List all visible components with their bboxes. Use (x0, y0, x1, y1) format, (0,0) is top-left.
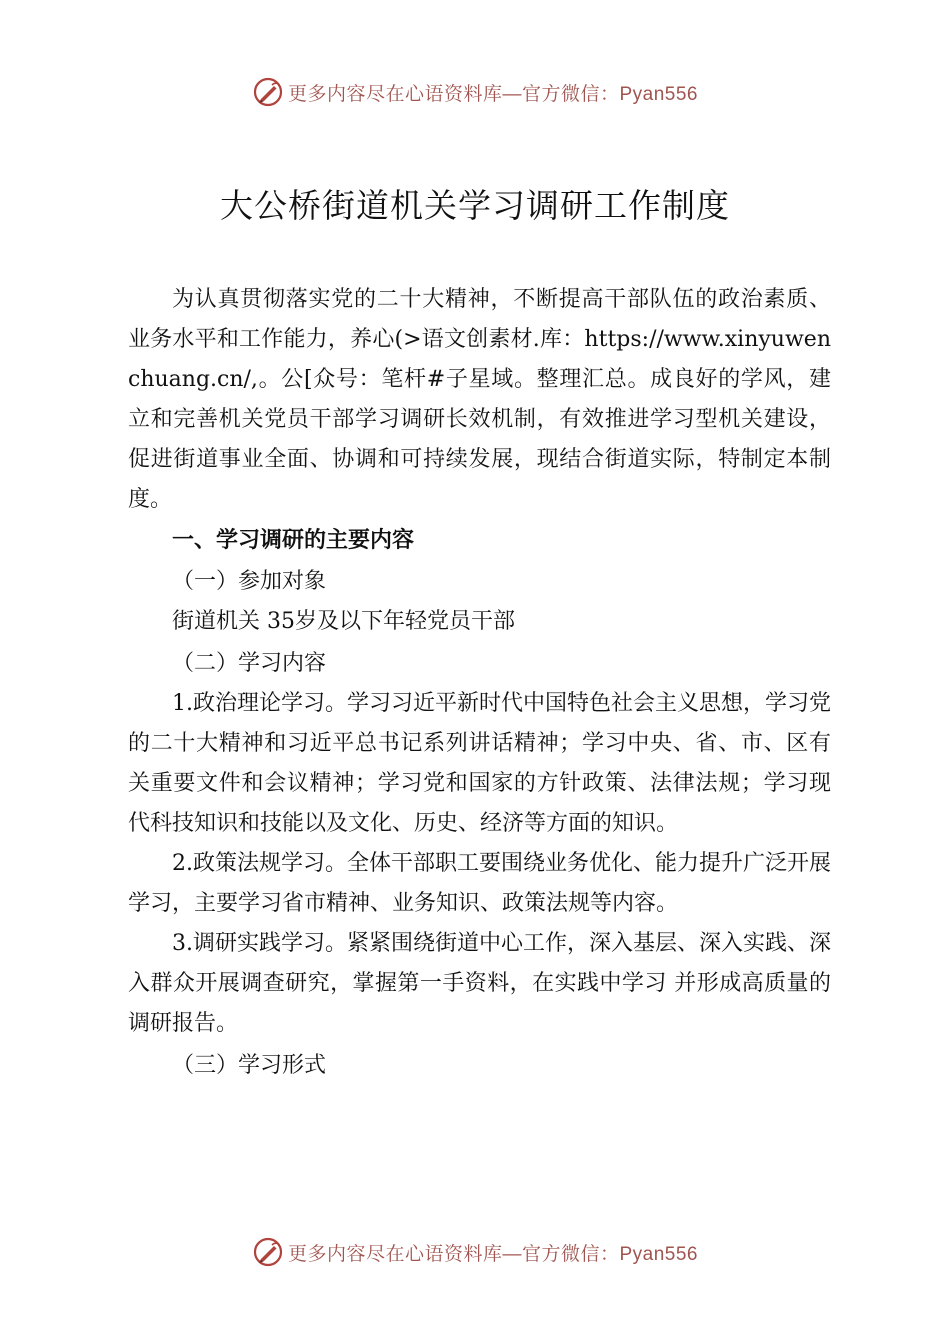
watermark-text: 更多内容尽在心语资料库—官方微信：Pyan556 (287, 83, 698, 105)
document-title: 大公桥街道机关学习调研工作制度 (220, 186, 730, 225)
item-political-theory: 1.政治理论学习。学习习近平新时代中国特色社会主义思想，学习党的二十大精神和习近平总书记系列讲话精神；学习中央、省、市、区有关重要文件和会议精神；学习党和国家的方针政策、法律法规；学习现代科技知识和技能以及文化、历史、经济等方面的知识。 (128, 691, 831, 836)
item-research-practice: 3.调研实践学习。紧紧围绕街道中心工作，深入基层、深入实践、深入群众开展调查研究，掌握第一手资料，在实践中学习 并形成高质量的调研报告。 (128, 931, 831, 1036)
participants-text: 街道机关 35岁及以下年轻党员干部 (172, 609, 515, 634)
subsection-heading-form: （三）学习形式 (172, 1053, 327, 1078)
pen-logo-icon (252, 76, 284, 108)
item-policy-regulation: 2.政策法规学习。全体干部职工要围绕业务优化、能力提升广泛开展学习，主要学习省市精神、业务知识、政策法规等内容。 (128, 851, 831, 916)
subsection-heading-content: （二）学习内容 (172, 651, 327, 676)
document-body (128, 280, 831, 1086)
pen-logo-icon (252, 1236, 284, 1268)
watermark-footer (0, 1232, 950, 1272)
subsection-heading-participants: （一）参加对象 (172, 569, 327, 594)
section-heading-main-content: 一、学习调研的主要内容 (172, 527, 415, 553)
intro-paragraph: 为认真贯彻落实党的二十大精神，不断提高干部队伍的政治素质、业务水平和工作能力，养心(>语文创素材.库：https://www.xinyuwenchuang.cn/,。公[众号：笔杆#子星域。整理汇总。成良好的学风，建立和完善机关党员干部学习调研长效机制，有效推进学习型机关建设，促进街道事业全面、协调和可持续发展，现结合街道实际，特制定本制度。 (128, 287, 831, 512)
watermark-header (0, 72, 950, 112)
watermark-text: 更多内容尽在心语资料库—官方微信：Pyan556 (287, 1243, 698, 1265)
